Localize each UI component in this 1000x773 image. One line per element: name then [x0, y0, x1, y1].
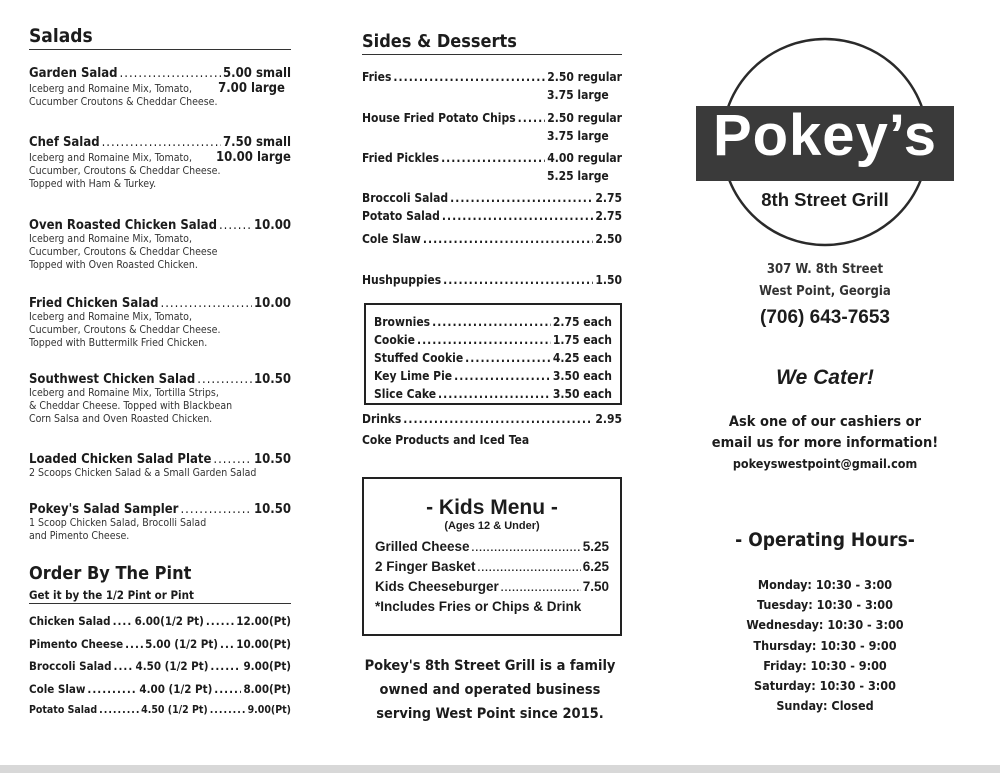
side-name: House Fried Potato Chips [362, 111, 516, 125]
salad-name: Oven Roasted Chicken Salad [29, 218, 217, 233]
hours-day: Saturday: 10:30 - 3:00 [754, 678, 896, 694]
dessert-price: 2.75 each [552, 315, 612, 329]
about-line: Pokey's 8th Street Grill is a family [364, 658, 616, 674]
side-price: 2.50 regular [547, 70, 622, 84]
about-text [340, 654, 640, 726]
about-line: serving West Point since 2015. [376, 706, 604, 722]
salad-desc: Corn Salsa and Oven Roasted Chicken. [29, 413, 213, 425]
salad-price-large: 10.00 large [215, 150, 291, 165]
side-price: 2.75 [595, 209, 622, 223]
salad-desc: Cucumber, Croutons & Cheddar Cheese. [29, 165, 221, 177]
brand-tagline: 8th Street Grill [761, 189, 889, 210]
pint-item-name: Chicken Salad [29, 614, 111, 628]
side-price-large: 5.25 large [547, 169, 609, 183]
hours-day: Monday: 10:30 - 3:00 [757, 577, 893, 592]
hours-day: Sunday: Closed [776, 698, 874, 714]
drinks-note: Coke Products and Iced Tea [362, 433, 530, 447]
pint-row [29, 682, 291, 696]
kids-item [375, 558, 609, 578]
dessert-price: 3.50 each [552, 387, 612, 401]
salad-name: Pokey's Salad Sampler [29, 502, 179, 517]
pint-subtitle: Get it by the 1/2 Pint or Pint [29, 588, 291, 604]
side-name: Fried Pickles [362, 151, 440, 165]
salad-item [29, 372, 291, 426]
salad-desc: Topped with Buttermilk Fried Chicken. [29, 337, 208, 349]
salad-desc: 1 Scoop Chicken Salad, Brocolli Salad [29, 517, 207, 529]
hours-day: Thursday: 10:30 - 9:00 [753, 637, 897, 653]
pint-item-name: Pimento Cheese [29, 637, 124, 651]
salads-title: Salads [29, 25, 291, 50]
dessert-item [374, 313, 612, 331]
salad-desc: 2 Scoops Chicken Salad & a Small Garden Salad [29, 467, 257, 479]
pint-row [29, 659, 291, 673]
side-price: 2.50 [595, 232, 622, 246]
about-line: owned and operated business [379, 682, 601, 698]
salad-desc: Cucumber Croutons & Cheddar Cheese. [29, 96, 218, 108]
side-item [362, 111, 622, 143]
side-name: Fries [362, 70, 392, 84]
salad-name: Loaded Chicken Salad Plate [29, 452, 212, 467]
sides-title: Sides & Desserts [362, 31, 622, 55]
we-cater-label: We Cater! [776, 366, 874, 389]
dessert-price: 1.75 each [552, 333, 612, 347]
salad-desc: and Pimento Cheese. [29, 530, 130, 542]
salad-desc: Iceberg and Romaine Mix, Tomato, [29, 311, 192, 323]
dessert-item [374, 331, 612, 349]
cater-info [690, 412, 960, 474]
pint-title: Order By The Pint [29, 563, 192, 584]
email-address: pokeyswestpoint@gmail.com [732, 456, 918, 471]
salad-price: 10.00 [254, 218, 291, 233]
dessert-price: 4.25 each [552, 351, 612, 365]
salad-desc: Cucumber, Croutons & Cheddar Cheese [29, 246, 218, 258]
salad-desc: Iceberg and Romaine Mix, Tomato, [29, 233, 192, 245]
pint-full-price: 8.00(Pt) [243, 682, 291, 696]
side-item [362, 273, 622, 287]
drinks-item [362, 412, 622, 426]
pint-half-price: 4.50 (1/2 Pt) [135, 659, 209, 673]
phone-number: (706) 643-7653 [760, 307, 890, 328]
salad-price: 10.00 [254, 296, 291, 311]
pint-full-price: 9.00(Pt) [247, 704, 291, 716]
dessert-name: Slice Cake [374, 387, 437, 401]
side-price-large: 3.75 large [547, 88, 609, 102]
side-price-large: 3.75 large [547, 129, 609, 143]
hours-day: Friday: 10:30 - 9:00 [763, 657, 887, 673]
hours-list [700, 575, 950, 716]
salad-price: 10.50 [254, 502, 291, 517]
salad-name: Garden Salad [29, 66, 118, 81]
salad-price: 5.00 small [223, 66, 291, 81]
dessert-name: Stuffed Cookie [374, 351, 464, 365]
hours-title: - Operating Hours- [735, 529, 915, 551]
drinks-name: Drinks [362, 412, 402, 426]
side-item [362, 70, 622, 102]
pint-half-price: 6.00(1/2 Pt) [134, 614, 204, 628]
kids-item-name: Kids Cheeseburger [375, 579, 499, 594]
address-line-1: 307 W. 8th Street [766, 262, 884, 277]
dessert-item [374, 385, 612, 403]
salad-desc: Topped with Oven Roasted Chicken. [29, 259, 198, 271]
side-name: Hushpuppies [362, 273, 442, 287]
salad-price: 7.50 small [223, 135, 291, 150]
salad-item [29, 296, 291, 350]
pint-item-name: Broccoli Salad [29, 659, 112, 673]
salad-price: 10.50 [254, 452, 291, 467]
side-item [362, 191, 622, 205]
kids-item [375, 538, 609, 558]
pint-item-name: Potato Salad [29, 704, 98, 716]
salad-item [29, 452, 291, 480]
kids-item [375, 578, 609, 598]
contact-info [700, 258, 950, 329]
salad-item [29, 66, 291, 109]
hours-day: Tuesday: 10:30 - 3:00 [757, 597, 893, 613]
kids-item-price: 6.25 [582, 559, 609, 574]
cater-line: email us for more information! [711, 435, 939, 451]
salad-price: 10.50 [254, 372, 291, 387]
salad-item [29, 218, 291, 272]
side-item [362, 209, 622, 223]
salad-name: Fried Chicken Salad [29, 296, 159, 311]
pint-full-price: 12.00(Pt) [236, 614, 291, 628]
hours-day: Wednesday: 10:30 - 3:00 [746, 617, 904, 633]
dessert-item [374, 367, 612, 385]
dessert-item [374, 349, 612, 367]
pint-row [29, 637, 291, 651]
kids-item-price: 7.50 [582, 579, 609, 594]
side-price: 2.50 regular [547, 111, 622, 125]
pint-half-price: 5.00 (1/2 Pt) [145, 637, 219, 651]
salad-price-large: 7.00 large [218, 81, 285, 96]
brand-name: Pokey’s [712, 103, 938, 168]
side-price: 2.75 [595, 191, 622, 205]
kids-item-name: Grilled Cheese [375, 539, 470, 554]
address-line-2: West Point, Georgia [759, 284, 891, 299]
side-item [362, 151, 622, 183]
kids-menu-box [362, 477, 622, 636]
side-price: 4.00 regular [547, 151, 622, 165]
drinks-price: 2.95 [595, 412, 622, 426]
dessert-name: Cookie [374, 333, 415, 347]
salad-name: Southwest Chicken Salad [29, 372, 196, 387]
salad-desc: & Cheddar Cheese. Topped with Blackbean [29, 400, 233, 412]
side-name: Potato Salad [362, 209, 440, 223]
dessert-name: Brownies [374, 315, 431, 329]
side-name: Broccoli Salad [362, 191, 449, 205]
pint-full-price: 10.00(Pt) [236, 637, 291, 651]
salad-name: Chef Salad [29, 135, 100, 150]
side-item [362, 232, 622, 246]
pint-row [29, 704, 291, 716]
salad-desc: Iceberg and Romaine Mix, Tomato, [29, 152, 192, 164]
salad-desc: Iceberg and Romaine Mix, Tomato, [29, 83, 192, 95]
side-name: Cole Slaw [362, 232, 421, 246]
salad-item [29, 135, 291, 191]
pint-item-name: Cole Slaw [29, 682, 86, 696]
pint-full-price: 9.00(Pt) [243, 659, 291, 673]
kids-item-price: 5.25 [582, 539, 609, 554]
dessert-name: Key Lime Pie [374, 369, 453, 383]
salad-desc: Iceberg and Romaine Mix, Tortilla Strips, [29, 387, 219, 399]
pint-half-price: 4.00 (1/2 Pt) [139, 682, 213, 696]
kids-menu-title: - Kids Menu - [426, 496, 558, 519]
salad-desc: Topped with Ham & Turkey. [29, 178, 157, 190]
kids-menu-note: *Includes Fries or Chips & Drink [375, 599, 582, 614]
cater-line: Ask one of our cashiers or [728, 414, 922, 430]
salad-item [29, 502, 291, 543]
salad-desc: Cucumber, Croutons & Cheddar Cheese. [29, 324, 221, 336]
desserts-box [364, 303, 622, 405]
dessert-price: 3.50 each [552, 369, 612, 383]
pint-half-price: 4.50 (1/2 Pt) [141, 704, 208, 716]
page-bottom-edge [0, 765, 1000, 773]
kids-item-name: 2 Finger Basket [375, 559, 476, 574]
kids-menu-subtitle: (Ages 12 & Under) [444, 520, 540, 532]
pint-row [29, 614, 291, 628]
side-price: 1.50 [595, 273, 622, 287]
